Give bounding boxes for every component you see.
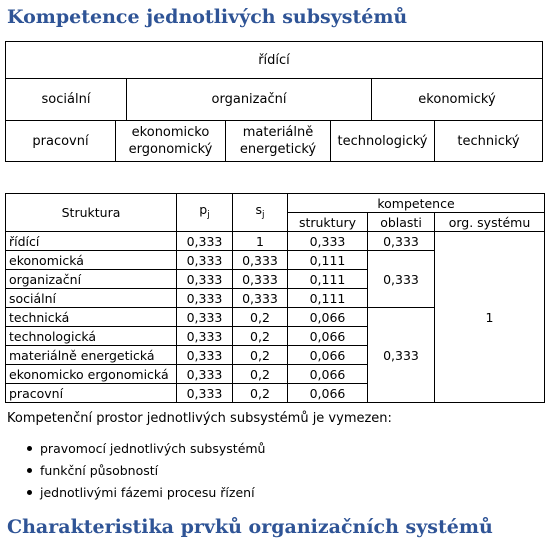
header-struktury: struktury	[288, 213, 368, 232]
table-row: materiálně energetická 0,333 0,2 0,066	[6, 346, 545, 365]
section-heading-charakteristika: Charakteristika prvků organizačních systémů	[7, 516, 493, 538]
header-kompetence: kompetence	[288, 194, 545, 213]
list-item: jednotlivými fázemi procesu řízení	[26, 482, 265, 504]
diagram-cell-technicky: technický	[434, 120, 543, 162]
subsystem-hierarchy-diagram	[5, 41, 543, 162]
section-heading-kompetence: Kompetence jednotlivých subsystémů	[7, 6, 408, 28]
diagram-cell-materialne-energeticky: materiálně energetický	[225, 120, 331, 162]
org-systemu-cell: 1	[435, 232, 545, 403]
diagram-cell-ekonomicko-ergonomicky: ekonomicko ergonomický	[115, 120, 226, 162]
oblasti-cell: 0,333	[368, 308, 435, 403]
table-row: pracovní 0,333 0,2 0,066	[6, 384, 545, 403]
diagram-cell-technologicky: technologický	[330, 120, 435, 162]
diagram-cell-socialni: sociální	[5, 78, 127, 121]
diagram-cell-ridici: řídící	[5, 41, 543, 79]
table-row: ekonomická 0,333 0,333 0,111 0,333	[6, 251, 545, 270]
diagram-cell-pracovni: pracovní	[5, 120, 116, 162]
oblasti-cell: 0,333	[368, 251, 435, 308]
header-s: $s_j$	[233, 194, 288, 232]
table-row: ekonomicko ergonomická 0,333 0,2 0,066	[6, 365, 545, 384]
table-row: organizační 0,333 0,333 0,111	[6, 270, 545, 289]
list-item: funkční působností	[26, 460, 265, 482]
header-org-systemu: org. systému	[435, 213, 545, 232]
header-struktura: Struktura	[6, 194, 177, 232]
intro-paragraph: Kompetenční prostor jednotlivých subsystémů je vymezen:	[7, 411, 392, 426]
oblasti-cell: 0,333	[368, 232, 435, 251]
diagram-cell-organizacni: organizační	[126, 78, 372, 121]
table-row: technologická 0,333 0,2 0,066	[6, 327, 545, 346]
bullet-list	[26, 438, 265, 504]
header-p: $p_j$	[177, 194, 233, 232]
table-row: řídící 0,333 1 0,333 0,333 1	[6, 232, 545, 251]
diagram-cell-ekonomicky: ekonomický	[371, 78, 543, 121]
list-item: pravomocí jednotlivých subsystémů	[26, 438, 265, 460]
table-row: sociální 0,333 0,333 0,111	[6, 289, 545, 308]
table-row: technická 0,333 0,2 0,066 0,333	[6, 308, 545, 327]
competence-table	[5, 193, 545, 403]
header-oblasti: oblasti	[368, 213, 435, 232]
